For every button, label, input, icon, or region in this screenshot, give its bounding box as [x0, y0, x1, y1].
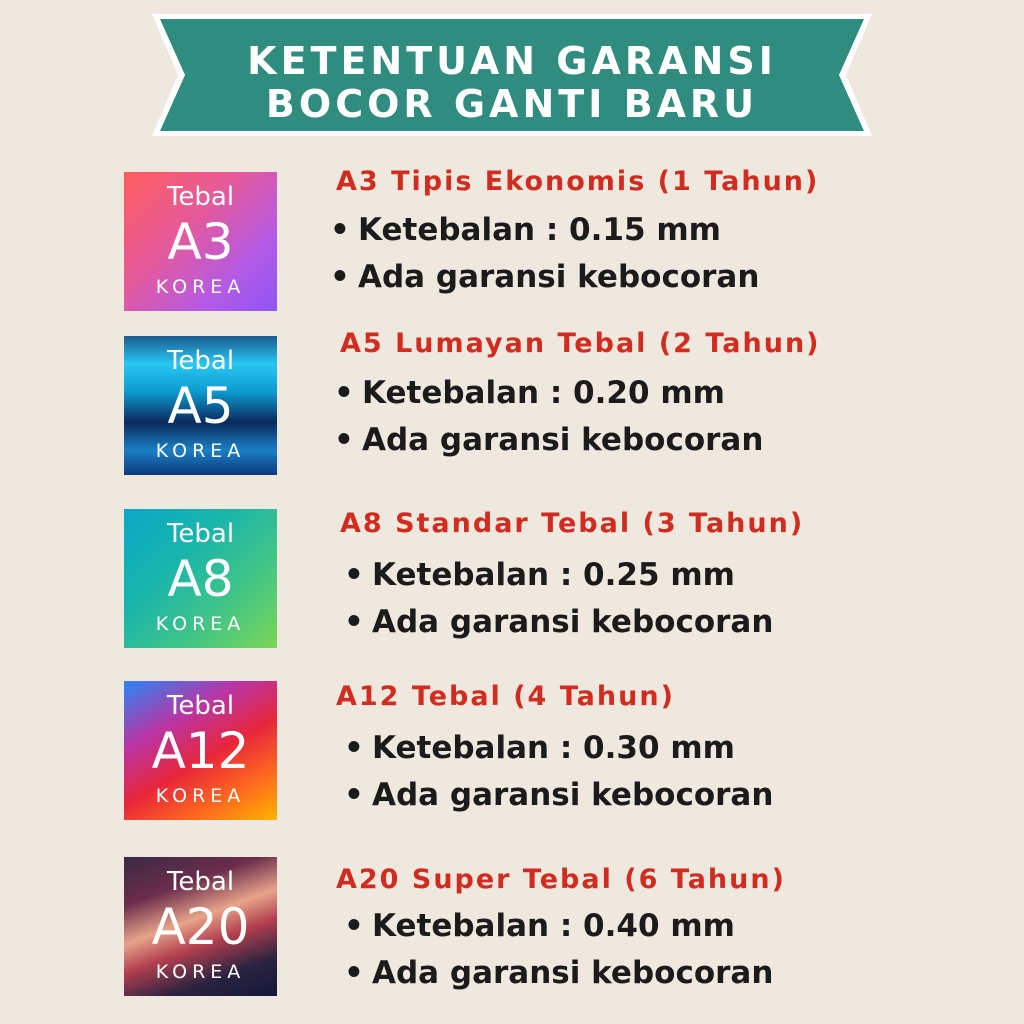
feature-list-a8 [344, 557, 773, 651]
badge-bottom-label: KOREA [155, 961, 246, 983]
badge-code: A5 [167, 377, 234, 435]
product-title-a8: A8 Standar Tebal (3 Tahun) [340, 508, 805, 539]
badge-top-label: Tebal [166, 346, 235, 376]
product-title-a12: A12 Tebal (4 Tahun) [336, 681, 675, 712]
list-item: • Ketebalan : 0.15 mm [330, 212, 721, 248]
badge-code: A20 [151, 898, 250, 956]
badge-a5 [124, 336, 277, 475]
badge-a3 [124, 172, 277, 311]
badge-bottom-label: KOREA [155, 276, 246, 298]
bullet-icon: • [344, 730, 364, 766]
list-item: • Ada garansi kebocoran [344, 777, 774, 813]
badge-top-label: Tebal [166, 691, 235, 721]
bullet-icon: • [344, 955, 364, 991]
header-banner [152, 14, 872, 136]
badge-code: A3 [167, 213, 234, 271]
product-title-a20: A20 Super Tebal (6 Tahun) [336, 864, 786, 895]
list-item: • Ada garansi kebocoran [344, 604, 774, 640]
list-item: • Ketebalan : 0.30 mm [344, 730, 735, 766]
badge-code: A8 [167, 550, 234, 608]
bullet-icon: • [330, 259, 350, 295]
badge-a8 [124, 509, 277, 648]
feature-list-a3 [330, 212, 759, 306]
bullet-icon: • [344, 604, 364, 640]
badge-code: A12 [151, 722, 250, 780]
badge-bottom-label: KOREA [155, 613, 246, 635]
list-item: • Ada garansi kebocoran [330, 259, 760, 295]
badge-a20 [124, 857, 277, 996]
product-title-a3: A3 Tipis Ekonomis (1 Tahun) [336, 166, 820, 197]
list-item: • Ada garansi kebocoran [344, 955, 774, 991]
page-title [152, 40, 872, 126]
badge-bottom-label: KOREA [155, 440, 246, 462]
bullet-icon: • [330, 212, 350, 248]
badge-top-label: Tebal [166, 182, 235, 212]
bullet-icon: • [334, 422, 354, 458]
bullet-icon: • [344, 557, 364, 593]
list-item: • Ketebalan : 0.25 mm [344, 557, 735, 593]
list-item: • Ketebalan : 0.40 mm [344, 908, 735, 944]
badge-bottom-label: KOREA [155, 785, 246, 807]
title-line-1: KETENTUAN GARANSI [247, 39, 777, 83]
list-item: • Ketebalan : 0.20 mm [334, 375, 725, 411]
bullet-icon: • [344, 777, 364, 813]
feature-list-a5 [334, 375, 763, 469]
feature-list-a12 [344, 730, 773, 824]
product-title-a5: A5 Lumayan Tebal (2 Tahun) [340, 328, 821, 359]
badge-top-label: Tebal [166, 519, 235, 549]
bullet-icon: • [334, 375, 354, 411]
list-item: • Ada garansi kebocoran [334, 422, 764, 458]
feature-list-a20 [344, 908, 773, 1002]
badge-a12 [124, 681, 277, 820]
badge-top-label: Tebal [166, 867, 235, 897]
bullet-icon: • [344, 908, 364, 944]
title-line-2: BOCOR GANTI BARU [265, 82, 759, 126]
